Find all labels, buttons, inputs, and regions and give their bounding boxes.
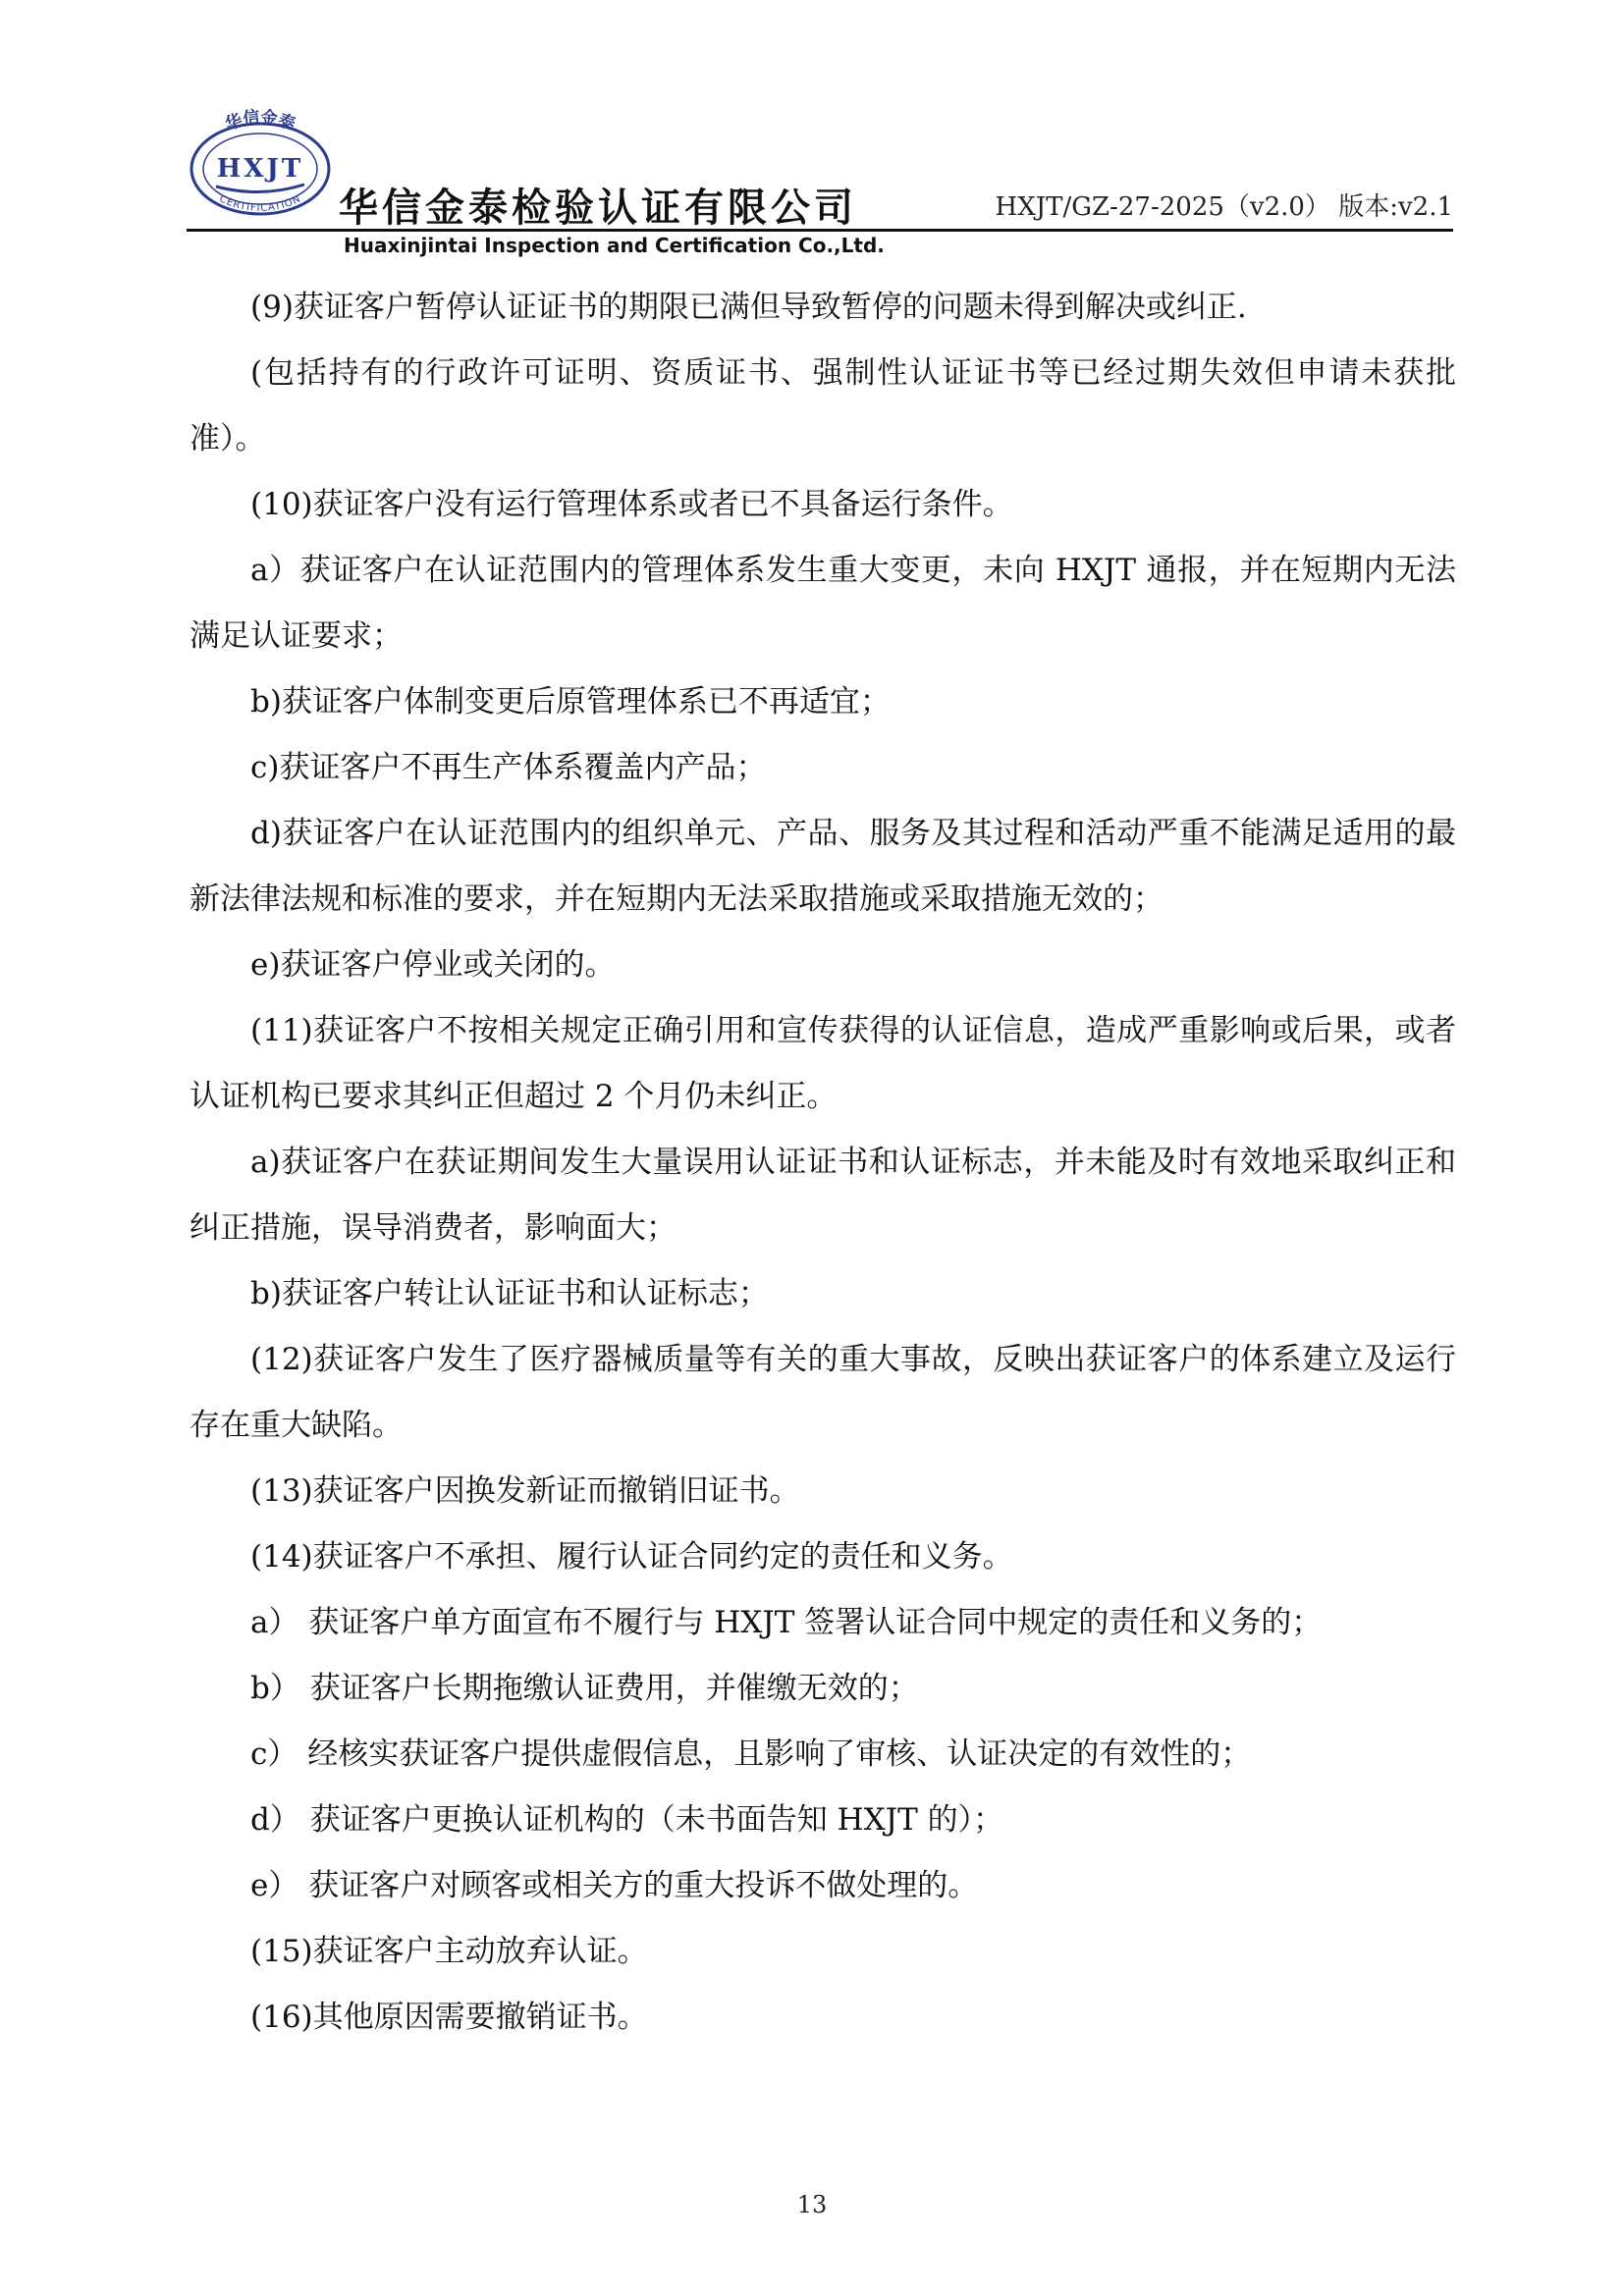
paragraph: (12)获证客户发生了医疗器械质量等有关的重大事故，反映出获证客户的体系建立及运行存在重大缺陷。	[189, 1342, 1456, 1443]
header-divider	[187, 229, 1453, 232]
paragraph: a）获证客户在认证范围内的管理体系发生重大变更，未向 HXJT 通报，并在短期内无法满足认证要求；	[189, 553, 1456, 654]
paragraph: a)获证客户在获证期间发生大量误用认证证书和认证标志，并未能及时有效地采取纠正和纠正措施，误导消费者，影响面大；	[189, 1145, 1456, 1246]
paragraph: (9)获证客户暂停认证证书的期限已满但导致暂停的问题未得到解决或纠正.	[250, 290, 1247, 325]
paragraph: a） 获证客户单方面宣布不履行与 HXJT 签署认证合同中规定的责任和义务的；	[250, 1605, 1323, 1640]
paragraph: b） 获证客户长期拖缴认证费用，并催缴无效的；	[250, 1671, 919, 1706]
page-header	[187, 108, 1453, 260]
paragraph: (14)获证客户不承担、履行认证合同约定的责任和义务。	[250, 1539, 1013, 1575]
paragraph: c)获证客户不再生产体系覆盖内产品；	[250, 750, 767, 785]
document-body	[189, 275, 1456, 2051]
paragraph: b)获证客户体制变更后原管理体系已不再适宜；	[250, 684, 891, 720]
paragraph: c） 经核实获证客户提供虚假信息，且影响了审核、认证决定的有效性的；	[250, 1736, 1252, 1772]
paragraph: (15)获证客户主动放弃认证。	[250, 1934, 648, 1969]
paragraph: d)获证客户在认证范围内的组织单元、产品、服务及其过程和活动严重不能满足适用的最新法律法规和标准的要求，并在短期内无法采取措施或采取措施无效的；	[189, 816, 1456, 917]
paragraph: e)获证客户停业或关闭的。	[250, 947, 616, 983]
paragraph: (10)获证客户没有运行管理体系或者已不具备运行条件。	[250, 487, 1013, 522]
company-name-cn: 华信金泰检验认证有限公司	[339, 186, 857, 231]
logo-bottom-text: CERTIFICATION	[217, 193, 303, 214]
paragraph: d） 获证客户更换认证机构的（未书面告知 HXJT 的）；	[250, 1802, 1004, 1838]
logo-top-text: 华信金泰	[222, 108, 298, 135]
paragraph: (13)获证客户因换发新证而撤销旧证书。	[250, 1473, 800, 1509]
hxjt-logo	[187, 108, 334, 216]
paragraph: (11)获证客户不按相关规定正确引用和宣传获得的认证信息，造成严重影响或后果，或者认证机构已要求其纠正但超过 2 个月仍未纠正。	[189, 1013, 1456, 1114]
svg-text:华信金泰	[222, 108, 298, 134]
paragraph: (16)其他原因需要撤销证书。	[250, 2000, 648, 2035]
paragraph: e） 获证客户对顾客或相关方的重大投诉不做处理的。	[250, 1868, 979, 1903]
paragraph: (包括持有的行政许可证明、资质证书、强制性认证证书等已经过期失效但申请未获批准）。	[189, 355, 1456, 456]
paragraph: b)获证客户转让认证证书和认证标志；	[250, 1276, 769, 1311]
logo-mid-text: HXJT	[216, 154, 304, 184]
company-name-en: Huaxinjintai Inspection and Certification Co.,Ltd.	[344, 234, 885, 257]
document-code: HXJT/GZ-27-2025（v2.0） 版本:v2.1	[995, 192, 1453, 222]
page-number: 13	[796, 2191, 828, 2218]
